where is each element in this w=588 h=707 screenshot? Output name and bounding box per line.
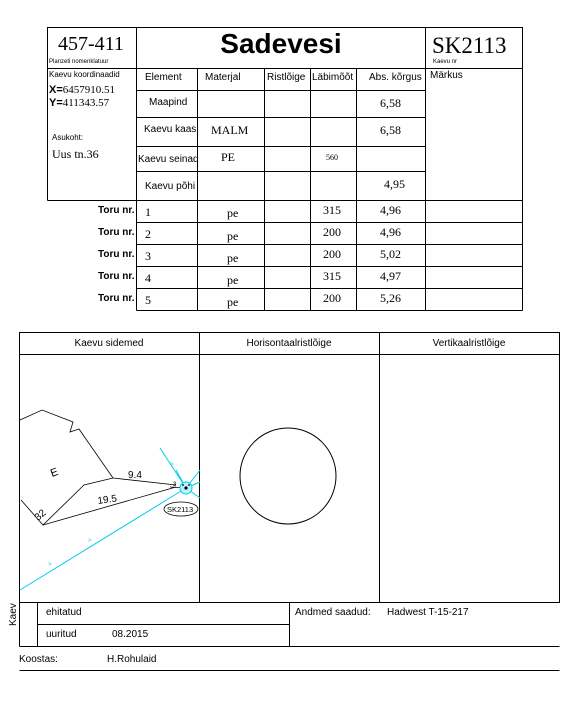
sketch-dim-19-5: 19.5 [96, 493, 118, 507]
row-diameter: 560 [326, 153, 338, 162]
page-title: Sadevesi [220, 28, 342, 59]
pipe-diameter: 200 [323, 225, 341, 239]
footer-data-source-label: Andmed saadud: [295, 607, 371, 618]
panel-title-well-ties: Kaevu sidemed [74, 338, 144, 349]
row-abs: 6,58 [380, 123, 401, 137]
footer-data-source-value: Hadwest T-15-217 [387, 607, 469, 618]
building-outline [20, 410, 113, 525]
pipe-material: pe [227, 251, 239, 265]
coords-label: Kaevu koordinaadid [49, 70, 120, 79]
y-coordinate [49, 97, 109, 109]
svg-text:>: > [48, 562, 52, 568]
pipe-nr: 2 [145, 227, 151, 241]
nomenclature-label: Planzeti nomenklatuur [49, 59, 109, 65]
pipe-material: pe [227, 206, 239, 220]
well-number-label: Kaevu nr [433, 59, 458, 65]
panel-title-vertical-section: Vertikaalristlõige [432, 338, 506, 349]
row-material: MALM [211, 123, 249, 137]
pipe-abs: 4,97 [380, 269, 401, 283]
sketch-building-letter: E [48, 466, 60, 480]
row-element: Kaevu põhi [145, 181, 196, 192]
footer-surveyed-date: 08.2015 [112, 629, 149, 640]
pipe-material: pe [227, 295, 239, 309]
pipe-nr: 1 [145, 205, 151, 219]
pipe-label: Toru nr. [98, 249, 135, 260]
stormwater-pipes [20, 448, 200, 590]
x-label: X= [49, 84, 63, 96]
header-element: Element [145, 72, 182, 83]
row-abs: 6,58 [380, 96, 401, 110]
pipe-material: pe [227, 229, 239, 243]
pipe-label: Toru nr. [98, 227, 135, 238]
panel-title-horizontal-section: Horisontaalristlõige [246, 338, 332, 349]
well-number: SK2113 [432, 33, 507, 58]
location-value: Uus tn.36 [52, 147, 99, 161]
footer-surveyed-label: uuritud [46, 629, 77, 640]
row-material: PE [221, 150, 236, 164]
pipe-nr: 5 [145, 293, 151, 307]
pipe-material: pe [227, 273, 239, 287]
header-cross-section: Ristlõige [267, 72, 306, 83]
sketch-dim-32: 32 [32, 507, 49, 524]
pipe-abs: 5,02 [380, 247, 401, 261]
sketch-dim-9-4: 9.4 [128, 470, 142, 481]
well-cross-section-circle [240, 428, 336, 524]
location-sketch [20, 410, 186, 525]
header-abs-height: Abs. kõrgus [369, 72, 422, 83]
pipe-nr: 3 [145, 249, 151, 263]
pipe-label: Toru nr. [98, 205, 135, 216]
header-material: Materjal [205, 72, 241, 83]
sketch-well-point: 3 [173, 482, 177, 488]
footer-side-label: Kaev [8, 603, 19, 626]
x-coordinate [49, 84, 115, 96]
pipe-abs: 5,26 [380, 291, 401, 305]
pipe-diameter: 315 [323, 269, 341, 283]
footer-author-value: H.Rohulaid [107, 654, 157, 665]
y-label: Y= [49, 97, 63, 109]
pipe-diameter: 200 [323, 291, 341, 305]
location-label: Asukoht: [52, 133, 84, 142]
row-element: Kaevu seinad [138, 154, 199, 165]
pipe-diameter: 200 [323, 247, 341, 261]
pipe-label: Toru nr. [98, 293, 135, 304]
header-diameter: Läbimõõt [312, 72, 354, 83]
pipe-nr: 4 [145, 271, 151, 285]
row-element: Kaevu kaas [144, 124, 197, 135]
pipe-abs: 4,96 [380, 203, 401, 217]
pipe-diameter: 315 [323, 203, 341, 217]
sketch-well-tag: SK2113 [167, 505, 194, 514]
svg-text:>: > [88, 538, 92, 544]
dimension-line-9-4 [113, 478, 176, 485]
row-element: Maapind [149, 97, 188, 108]
header-notes: Märkus [430, 70, 463, 81]
row-abs: 4,95 [384, 177, 405, 191]
footer-built-label: ehitatud [46, 607, 82, 618]
pipe-label: Toru nr. [98, 271, 135, 282]
nomenclature-number: 457-411 [58, 33, 124, 55]
svg-text:>: > [170, 462, 174, 468]
y-value: 411343.57 [62, 97, 110, 109]
footer-author-label: Koostas: [19, 654, 58, 665]
pipe-abs: 4,96 [380, 225, 401, 239]
x-value: 6457910.51 [62, 84, 116, 96]
